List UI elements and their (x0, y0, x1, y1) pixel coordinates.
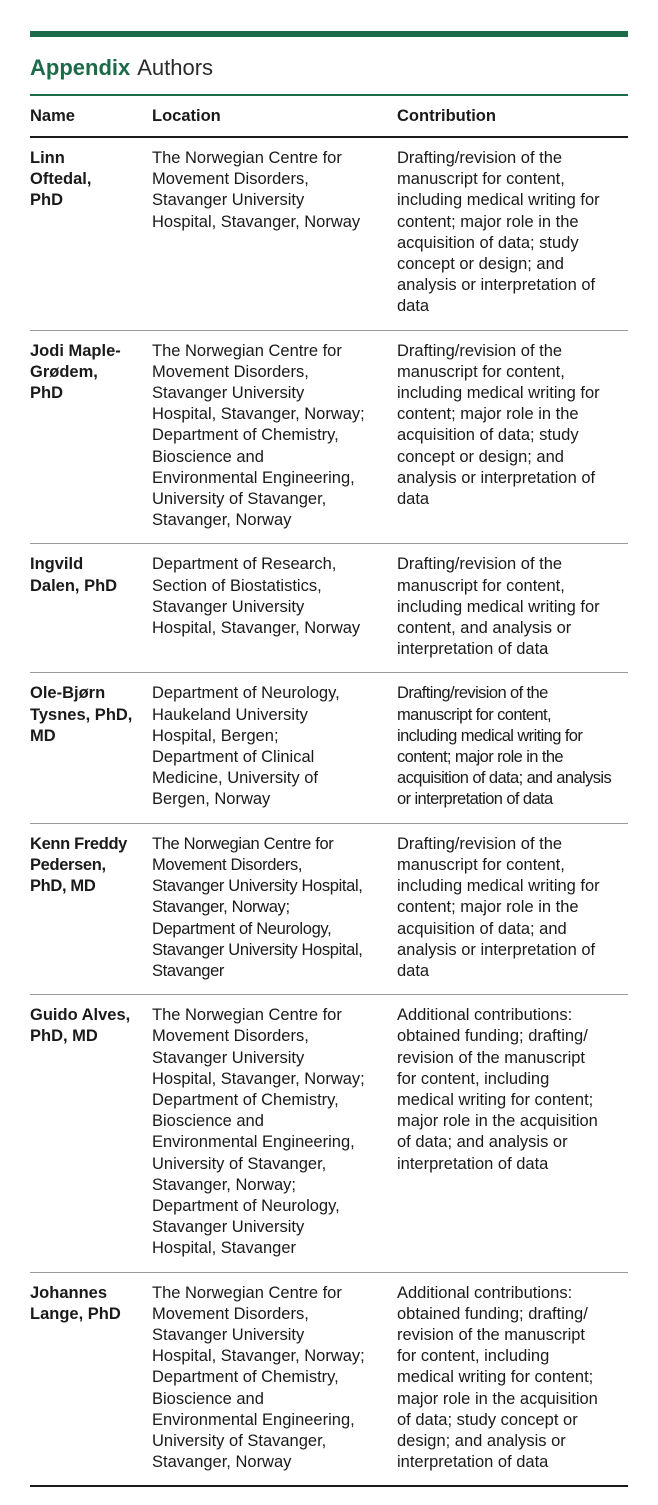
author-contribution (397, 673, 628, 823)
author-contribution-text: Additional contributions: obtained funding; drafting/ revision of the manuscript for content, including medical writing for content; major role in the acquisition of data; and analysis or interpretation of data (397, 1006, 598, 1173)
author-location-text: The Norwegian Centre for Movement Disorders, Stavanger University Hospital, Stavanger, Norway; Department of Chemistry, Bioscience and Environmental Engineering, University of Stavanger, Stavanger, Norway (152, 341, 365, 530)
author-name-text: Ingvild Dalen, PhD (30, 555, 118, 595)
author-name-text: Guido Alves, PhD, MD (30, 1006, 131, 1046)
author-location (152, 673, 397, 823)
author-name-text: Kenn Freddy Pedersen, PhD, MD (30, 834, 127, 896)
author-name-text: Johannes Lange, PhD (30, 1283, 121, 1323)
author-name (30, 823, 152, 994)
table-row (30, 1272, 628, 1486)
table-row (30, 330, 628, 544)
author-location-text: The Norwegian Centre for Movement Disorders, Stavanger University Hospital, Stavanger, Norway; Department of Chemistry, Bioscience and Environmental Engineering, University of Stavanger, Stavanger, Norway (152, 1283, 365, 1472)
author-contribution-text: Additional contributions: obtained funding; drafting/ revision of the manuscript for content, including medical writing for content; major role in the acquisition of data; study concept or design; and analysis or interpretation of data (397, 1283, 598, 1472)
author-contribution (397, 823, 628, 994)
author-location (152, 330, 397, 544)
author-name-text: Ole-Bjørn Tysnes, PhD, MD (30, 684, 133, 745)
author-location-text: Department of Research, Section of Biostatistics, Stavanger University Hospital, Stavanger, Norway (152, 555, 361, 638)
header-contribution: Contribution (397, 96, 628, 137)
author-contribution (397, 330, 628, 544)
author-name-text: Linn Oftedal, PhD (30, 149, 92, 210)
author-name (30, 330, 152, 544)
table-row (30, 995, 628, 1272)
author-name (30, 137, 152, 330)
appendix-title (30, 54, 213, 82)
author-name (30, 995, 152, 1272)
top-accent-rule (30, 31, 628, 37)
author-contribution (397, 1272, 628, 1486)
header-name: Name (30, 96, 152, 137)
author-name (30, 544, 152, 673)
author-location-text: The Norwegian Centre for Movement Disorders, Stavanger University Hospital, Stavanger, Norway; Department of Neurology, Stavanger University Hospital, Stavanger (152, 834, 363, 980)
author-location (152, 823, 397, 994)
author-contribution-text: Drafting/revision of the manuscript for content, including medical writing for content; major role in the acquisition of data; study concept or design; and analysis or interpretation of data (397, 149, 600, 316)
appendix-subtitle: Authors (137, 55, 214, 80)
author-location (152, 995, 397, 1272)
table-row (30, 823, 628, 994)
header-location: Location (152, 96, 397, 137)
table-header-row (30, 96, 628, 137)
author-name (30, 1272, 152, 1486)
author-name-text: Jodi Maple- Grødem, PhD (30, 341, 121, 403)
author-contribution-text: Drafting/revision of the manuscript for content, including medical writing for content; major role in the acquisition of data; and analysis or interpretation of data (397, 834, 600, 980)
table-row (30, 137, 628, 330)
author-location (152, 1272, 397, 1486)
author-location (152, 544, 397, 673)
author-location-text: Department of Neurology, Haukeland University Hospital, Bergen; Department of Clinical Medicine, University of Bergen, Norway (152, 684, 340, 809)
author-contribution (397, 995, 628, 1272)
author-location (152, 137, 397, 330)
table-row (30, 673, 628, 823)
author-location-text: The Norwegian Centre for Movement Disorders, Stavanger University Hospital, Stavanger, Norway; Department of Chemistry, Bioscience and Environmental Engineering, University of Stavanger, Stavanger, Norway; Department of Neurology, Stavanger University Hospital, Stavanger (152, 1006, 365, 1258)
author-contribution-text: Drafting/revision of the manuscript for content, including medical writing for content, and analysis or interpretation of data (397, 555, 600, 659)
author-contribution (397, 544, 628, 673)
appendix-label: Appendix (30, 55, 131, 80)
author-contribution (397, 137, 628, 330)
authors-table (30, 96, 628, 1487)
table-row (30, 544, 628, 673)
author-name (30, 673, 152, 823)
author-contribution-text: Drafting/revision of the manuscript for content, including medical writing for content; major role in the acquisition of data; and analysis or interpretation of data (397, 684, 612, 809)
author-location-text: The Norwegian Centre for Movement Disorders, Stavanger University Hospital, Stavanger, Norway (152, 149, 361, 231)
author-contribution-text: Drafting/revision of the manuscript for content, including medical writing for content; major role in the acquisition of data; study concept or design; and analysis or interpretation of data (397, 341, 600, 509)
